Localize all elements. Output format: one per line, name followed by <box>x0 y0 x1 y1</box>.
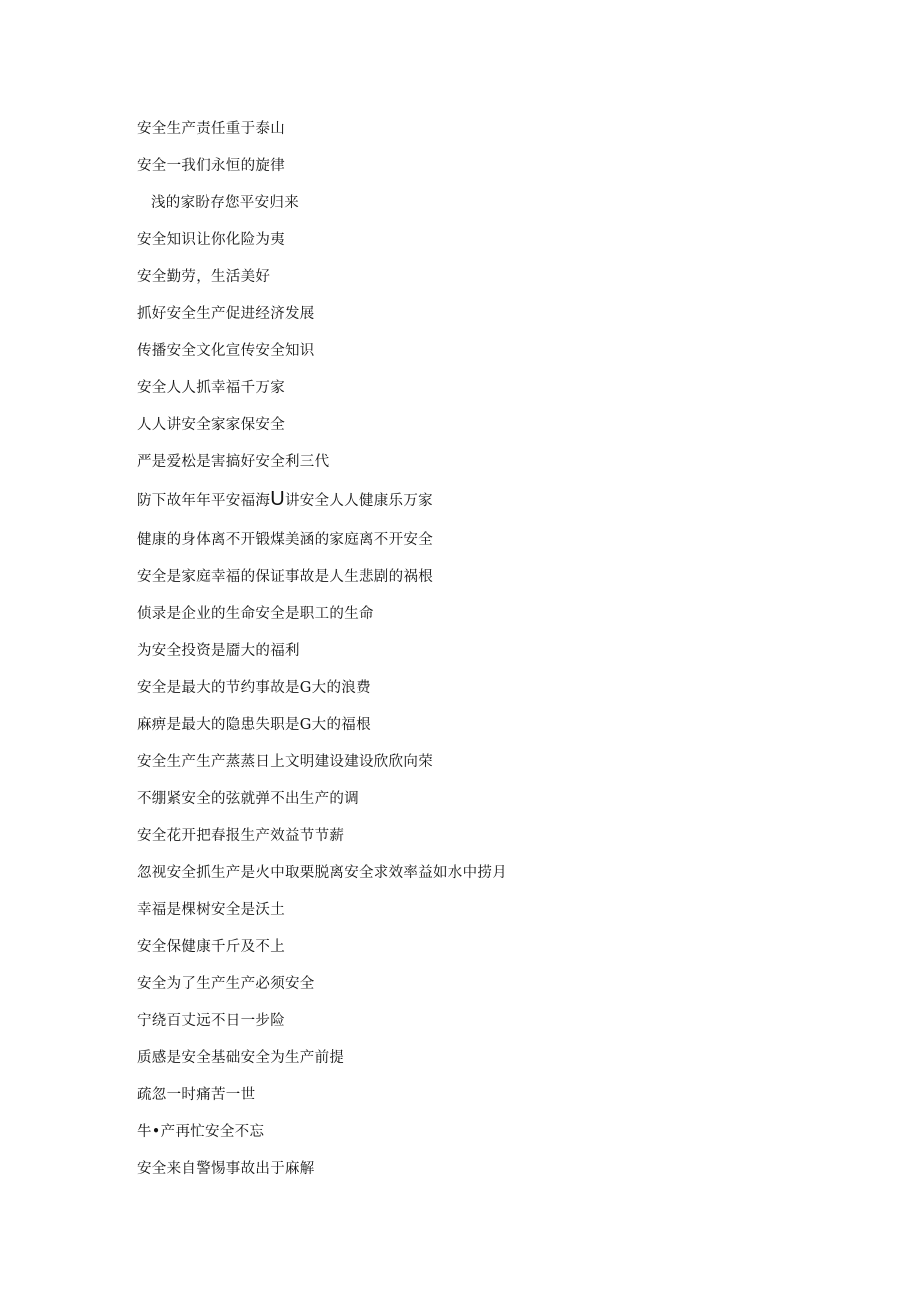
slogan-line <box>137 486 837 527</box>
slogan-line: 不绷紧安全的弦就弹不出生产的调 <box>137 791 359 807</box>
slogan-line: 健康的身体离不开锻煤美涵的家庭离不开安全 <box>137 532 433 548</box>
slogan-line: 牛•产再忙安全不忘 <box>137 1124 265 1140</box>
slogan-line: 传播安全文化宣传安全知识 <box>137 343 315 359</box>
slogan-line: 疏忽一时痛苦一世 <box>137 1087 256 1103</box>
slogan-line: 质感是安全基础安全为生产前提 <box>137 1050 345 1066</box>
slogan-line: 安全知识让你化险为夷 <box>137 232 285 248</box>
slogan-part: U <box>270 488 285 510</box>
slogan-line: 安全保健康千斤及不上 <box>137 939 285 955</box>
slogan-line: 安全生产责任重于泰山 <box>137 121 285 137</box>
slogan-line: 安全生产生产蒸蒸日上文明建设建设欣欣向荣 <box>137 754 433 770</box>
slogan-line: 安全人人抓幸福千万家 <box>137 380 285 396</box>
slogan-line: 安全一我们永恒的旋律 <box>137 158 285 174</box>
slogan-part: 讲安全人人健康乐万家 <box>284 493 433 509</box>
slogan-line: 安全是家庭幸福的保证事故是人生悲剧的祸根 <box>137 569 433 585</box>
slogan-list <box>137 116 837 1193</box>
slogan-part: 防下故年年平安福海 <box>137 493 271 509</box>
slogan-line: 安全来自警惕事故出于麻解 <box>137 1161 315 1177</box>
slogan-line: 侦录是企业的生命安全是职工的生命 <box>137 606 374 622</box>
slogan-line: 宁绕百丈远不日一步险 <box>137 1013 285 1029</box>
slogan-line: 为安全投资是靥大的福利 <box>137 643 300 659</box>
slogan-line: 安全为了生产生产必须安全 <box>137 976 315 992</box>
slogan-line: 幸福是棵树安全是沃土 <box>137 902 285 918</box>
slogan-line: 严是爱松是害搞好安全利三代 <box>137 454 330 470</box>
slogan-line: 安全勤劳，生活美好 <box>137 269 271 285</box>
slogan-line: 麻痹是最大的隐患失职是G大的福根 <box>137 717 371 733</box>
slogan-line: 人人讲安全家家保安全 <box>137 417 285 433</box>
slogan-line: 浅的家盼存您平安归来 <box>151 195 299 211</box>
slogan-line: 忽视安全抓生产是火中取栗脱离安全求效率益如水中捞月 <box>137 865 507 881</box>
slogan-line: 安全是最大的节约事故是G大的浪费 <box>137 680 371 696</box>
slogan-line: 抓好安全生产促进经济发展 <box>137 306 315 322</box>
slogan-line: 安全花开把春报生产效益节节薪 <box>137 828 345 844</box>
